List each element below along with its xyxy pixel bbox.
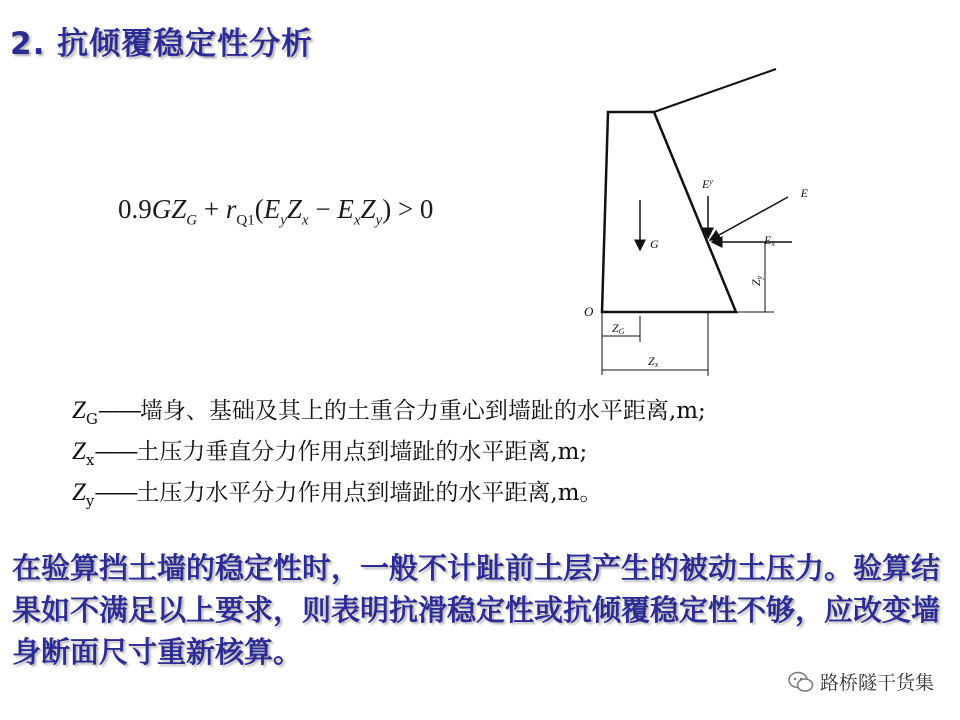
formula-Ey: E (263, 194, 281, 224)
watermark (788, 668, 934, 695)
e-label: E (800, 186, 808, 200)
stability-note: 在验算挡土墙的稳定性时，一般不计趾前土层产生的被动土压力。验算结果如不满足以上要求，则表明抗滑稳定性或抗倾覆稳定性不够，应改变墙身断面尺寸重新核算。 (12, 551, 941, 669)
formula-minus: − (308, 194, 338, 224)
wall-outline (602, 112, 736, 312)
def-dash: —— (94, 480, 137, 506)
def-text: 土压力垂直分力作用点到墙趾的水平距离,m; (136, 439, 588, 465)
formula-Ex-sub: x (353, 212, 361, 229)
page-title: 2. 抗倾覆稳定性分析 (10, 26, 314, 62)
definition-row (72, 472, 706, 513)
ex-label: Ex (764, 233, 775, 248)
def-symbol: Z (72, 397, 86, 424)
def-symbol: Z (72, 438, 86, 465)
formula-Ey-sub: y (280, 212, 287, 229)
formula-open: ( (254, 194, 264, 224)
definition-row (72, 390, 706, 431)
formula-G-sub: G (186, 212, 198, 229)
formula-r-sub: Q1 (236, 212, 255, 229)
o-label: O (584, 304, 594, 319)
overturning-formula (118, 194, 433, 229)
zy-label: Zy (749, 275, 764, 286)
formula-Ex: E (337, 194, 354, 224)
ey-label: $E^y$ (702, 177, 713, 191)
def-symbol: Z (72, 479, 86, 506)
formula-Z: Z (171, 194, 187, 224)
e-arrow (710, 197, 788, 240)
formula-r: r (225, 194, 237, 224)
definition-row (72, 431, 706, 472)
watermark-text: 路桥隧干货集 (819, 672, 934, 694)
retaining-wall-diagram (560, 60, 808, 380)
formula-plus: + (197, 194, 226, 224)
formula-Zy-sub: y (375, 212, 383, 229)
backfill-line (654, 69, 776, 112)
def-text: 墙身、基础及其上的土重合力重心到墙趾的水平距离,m; (139, 398, 706, 424)
def-subscript: G (85, 410, 98, 428)
formula-Zx-sub: x (301, 212, 309, 229)
definition-list (72, 390, 706, 513)
def-subscript: y (85, 492, 95, 510)
formula-Zy: Z (360, 194, 376, 224)
formula-Zx: Z (286, 194, 302, 224)
formula-G: G (151, 194, 172, 224)
def-dash: —— (97, 398, 140, 424)
zg-label: ZG (612, 321, 625, 336)
formula-close: ) > 0 (382, 194, 434, 224)
def-subscript: x (85, 451, 95, 469)
formula-coef: 0.9 (118, 194, 152, 224)
wechat-icon (788, 671, 814, 693)
def-text: 土压力水平分力作用点到墙趾的水平距离,m。 (136, 480, 603, 506)
g-label: G (650, 237, 659, 251)
def-dash: —— (94, 439, 137, 465)
zx-label: Zx (648, 354, 659, 369)
